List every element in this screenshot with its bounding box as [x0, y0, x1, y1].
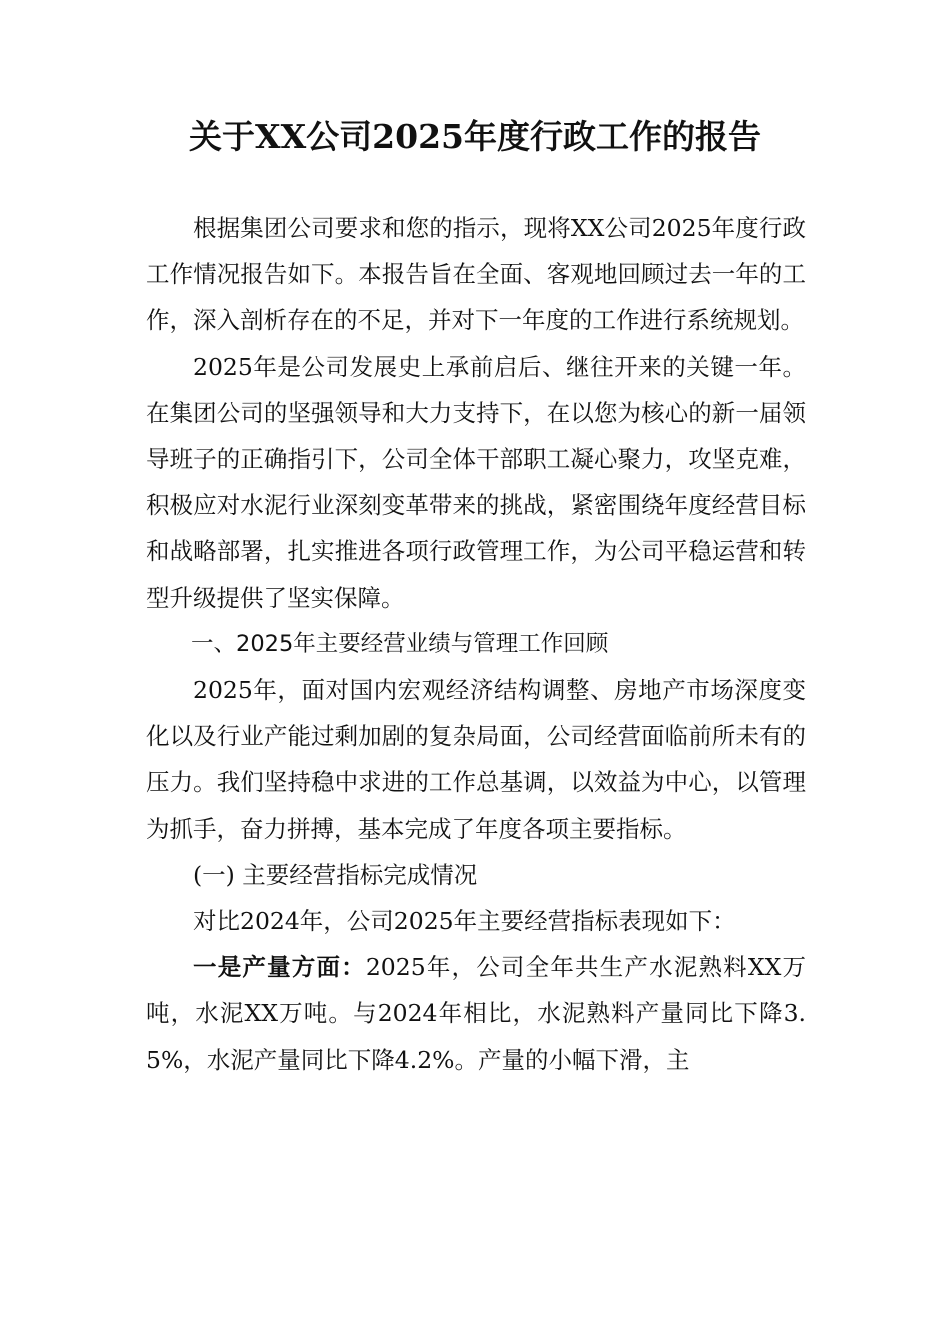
section-heading-1: 一、2025年主要经营业绩与管理工作回顾: [191, 630, 609, 657]
production-text: 2025年，公司全年共生产水泥熟料XX万吨，水泥XX万吨。与2024年相比，水泥熟料产量同比下降3.5%，水泥产量同比下降4.2%。产量的小幅下滑，主: [146, 953, 807, 1074]
intro-paragraph: 根据集团公司要求和您的指示，现将XX公司2025年度行政工作情况报告如下。本报告旨在全面、客观地回顾过去一年的工作，深入剖析存在的不足，并对下一年度的工作进行系统规划。: [146, 214, 806, 335]
comparison-intro-paragraph: 对比2024年，公司2025年主要经营指标表现如下：: [193, 907, 736, 936]
production-lead: 一是产量方面：: [193, 953, 366, 982]
document-body: [146, 205, 806, 1083]
section-1-paragraph: 2025年，面对国内宏观经济结构调整、房地产市场深度变化以及行业产能过剩加剧的复杂局面，公司经营面临前所未有的压力。我们坚持稳中求进的工作总基调，以效益为中心，以管理为抓手，奋力拼搏，基本完成了年度各项主要指标。: [146, 676, 806, 843]
document-title: 关于XX公司2025年度行政工作的报告: [188, 117, 762, 156]
production-paragraph: [146, 944, 806, 1083]
subsection-heading-1: (一) 主要经营指标完成情况: [193, 860, 478, 889]
background-paragraph: 2025年是公司发展史上承前启后、继往开来的关键一年。在集团公司的坚强领导和大力支持下，在以您为核心的新一届领导班子的正确指引下，公司全体干部职工凝心聚力，攻坚克难，积极应对水泥行业深刻变革带来的挑战，紧密围绕年度经营目标和战略部署，扎实推进各项行政管理工作，为公司平稳运营和转型升级提供了坚实保障。: [146, 352, 806, 612]
